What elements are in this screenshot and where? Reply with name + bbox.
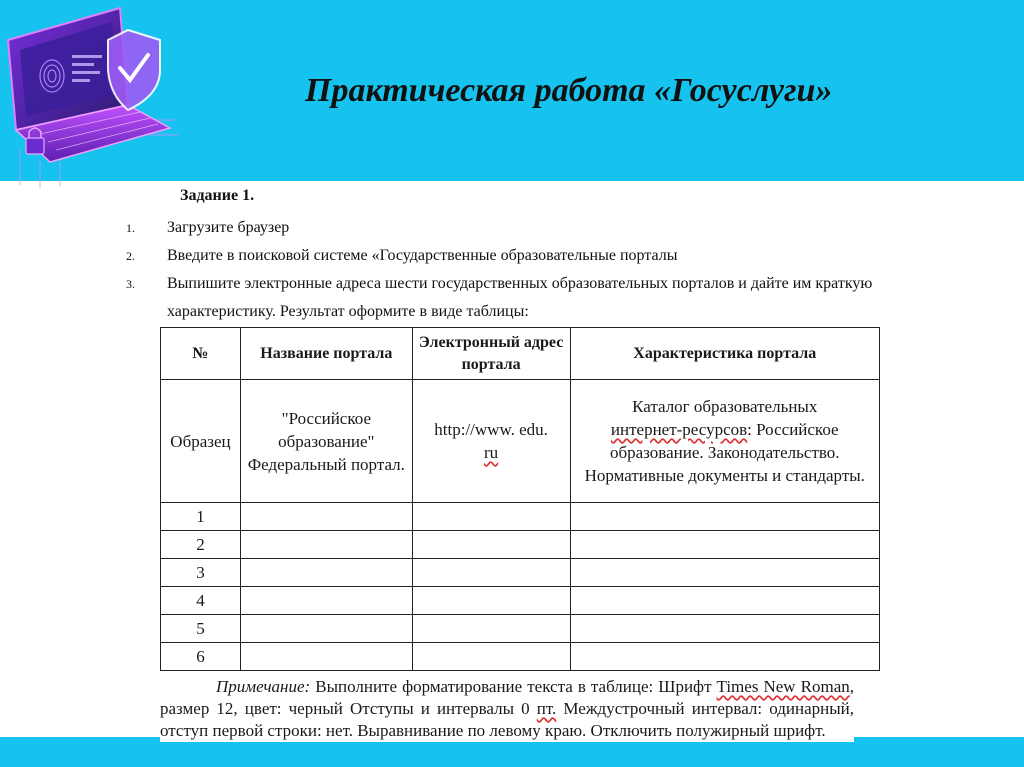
header-number: № [161,328,241,380]
table-header-row [161,328,880,380]
table-row [161,587,880,615]
table-row [161,643,880,671]
table-row [161,615,880,643]
empty-cell [412,615,570,643]
sample-label: Образец [161,380,241,503]
note-text-c: Междустрочный интервал: одинарный, отступ первой строки: нет. [160,699,854,740]
table-row [161,559,880,587]
page-title: Практическая работа «Госуслуги» [305,72,833,109]
note-pt: пт. [536,699,557,718]
sample-address-tail: ru [484,443,499,462]
empty-cell [412,587,570,615]
empty-cell [240,643,412,671]
note-text-b: , размер 12, цвет: черный Отступы и интервалы 0 [160,677,854,718]
empty-cell [412,531,570,559]
note-text-d: Выравнивание по левому краю. Отключить полужирный шрифт. [357,721,826,740]
table-row [161,503,880,531]
sample-description-rest: : Российское образование. Законодательство. Нормативные документы и стандарты. [584,420,865,485]
empty-cell [570,643,879,671]
note-label: Примечание: [216,677,311,696]
sample-address [412,380,570,503]
step-text: Загрузите браузер [167,219,290,236]
empty-cell [570,503,879,531]
header-portal-description: Характеристика портала [570,328,879,380]
row-number: 3 [161,559,241,587]
empty-cell [570,587,879,615]
row-number: 6 [161,643,241,671]
header-portal-address: Электронный адрес портала [412,328,570,380]
empty-cell [240,587,412,615]
empty-cell [570,559,879,587]
header-portal-name: Название портала [240,328,412,380]
table-row [161,531,880,559]
task-step [120,242,900,270]
sample-name: "Российское образование" Федеральный портал. [240,380,412,503]
step-number: 2. [126,249,135,263]
step-number: 1. [126,221,135,235]
sample-description-wavy: интернет-ресурсов [610,420,748,439]
note-text-a: Выполните форматирование текста в таблице: Шрифт [310,677,717,696]
row-number: 5 [161,615,241,643]
empty-cell [570,615,879,643]
empty-cell [240,559,412,587]
empty-cell [412,503,570,531]
empty-cell [240,503,412,531]
step-text: Введите в поисковой системе «Государственные образовательные порталы [167,247,678,264]
empty-cell [240,531,412,559]
task-step [120,270,900,326]
portals-table [160,327,880,671]
step-text: Выпишите электронные адреса шести государственных образовательных порталов и дайте им краткую характеристику. Результат оформите в виде таблицы: [167,275,873,320]
step-number: 3. [126,277,135,291]
task-step [120,214,900,242]
table-row-sample [161,380,880,503]
empty-cell [412,559,570,587]
task-steps-list [120,214,900,326]
formatting-note [160,676,854,742]
empty-cell [240,615,412,643]
note-font-name: Times New Roman [716,677,850,696]
sample-description-line1: Каталог образовательных [632,397,818,416]
row-number: 4 [161,587,241,615]
task-heading: Задание 1. [180,187,255,204]
empty-cell [412,643,570,671]
cybersecurity-laptop-illustration [0,0,180,190]
sample-description [570,380,879,503]
row-number: 1 [161,503,241,531]
row-number: 2 [161,531,241,559]
empty-cell [570,531,879,559]
sample-address-main: http://www. edu. [434,420,548,439]
